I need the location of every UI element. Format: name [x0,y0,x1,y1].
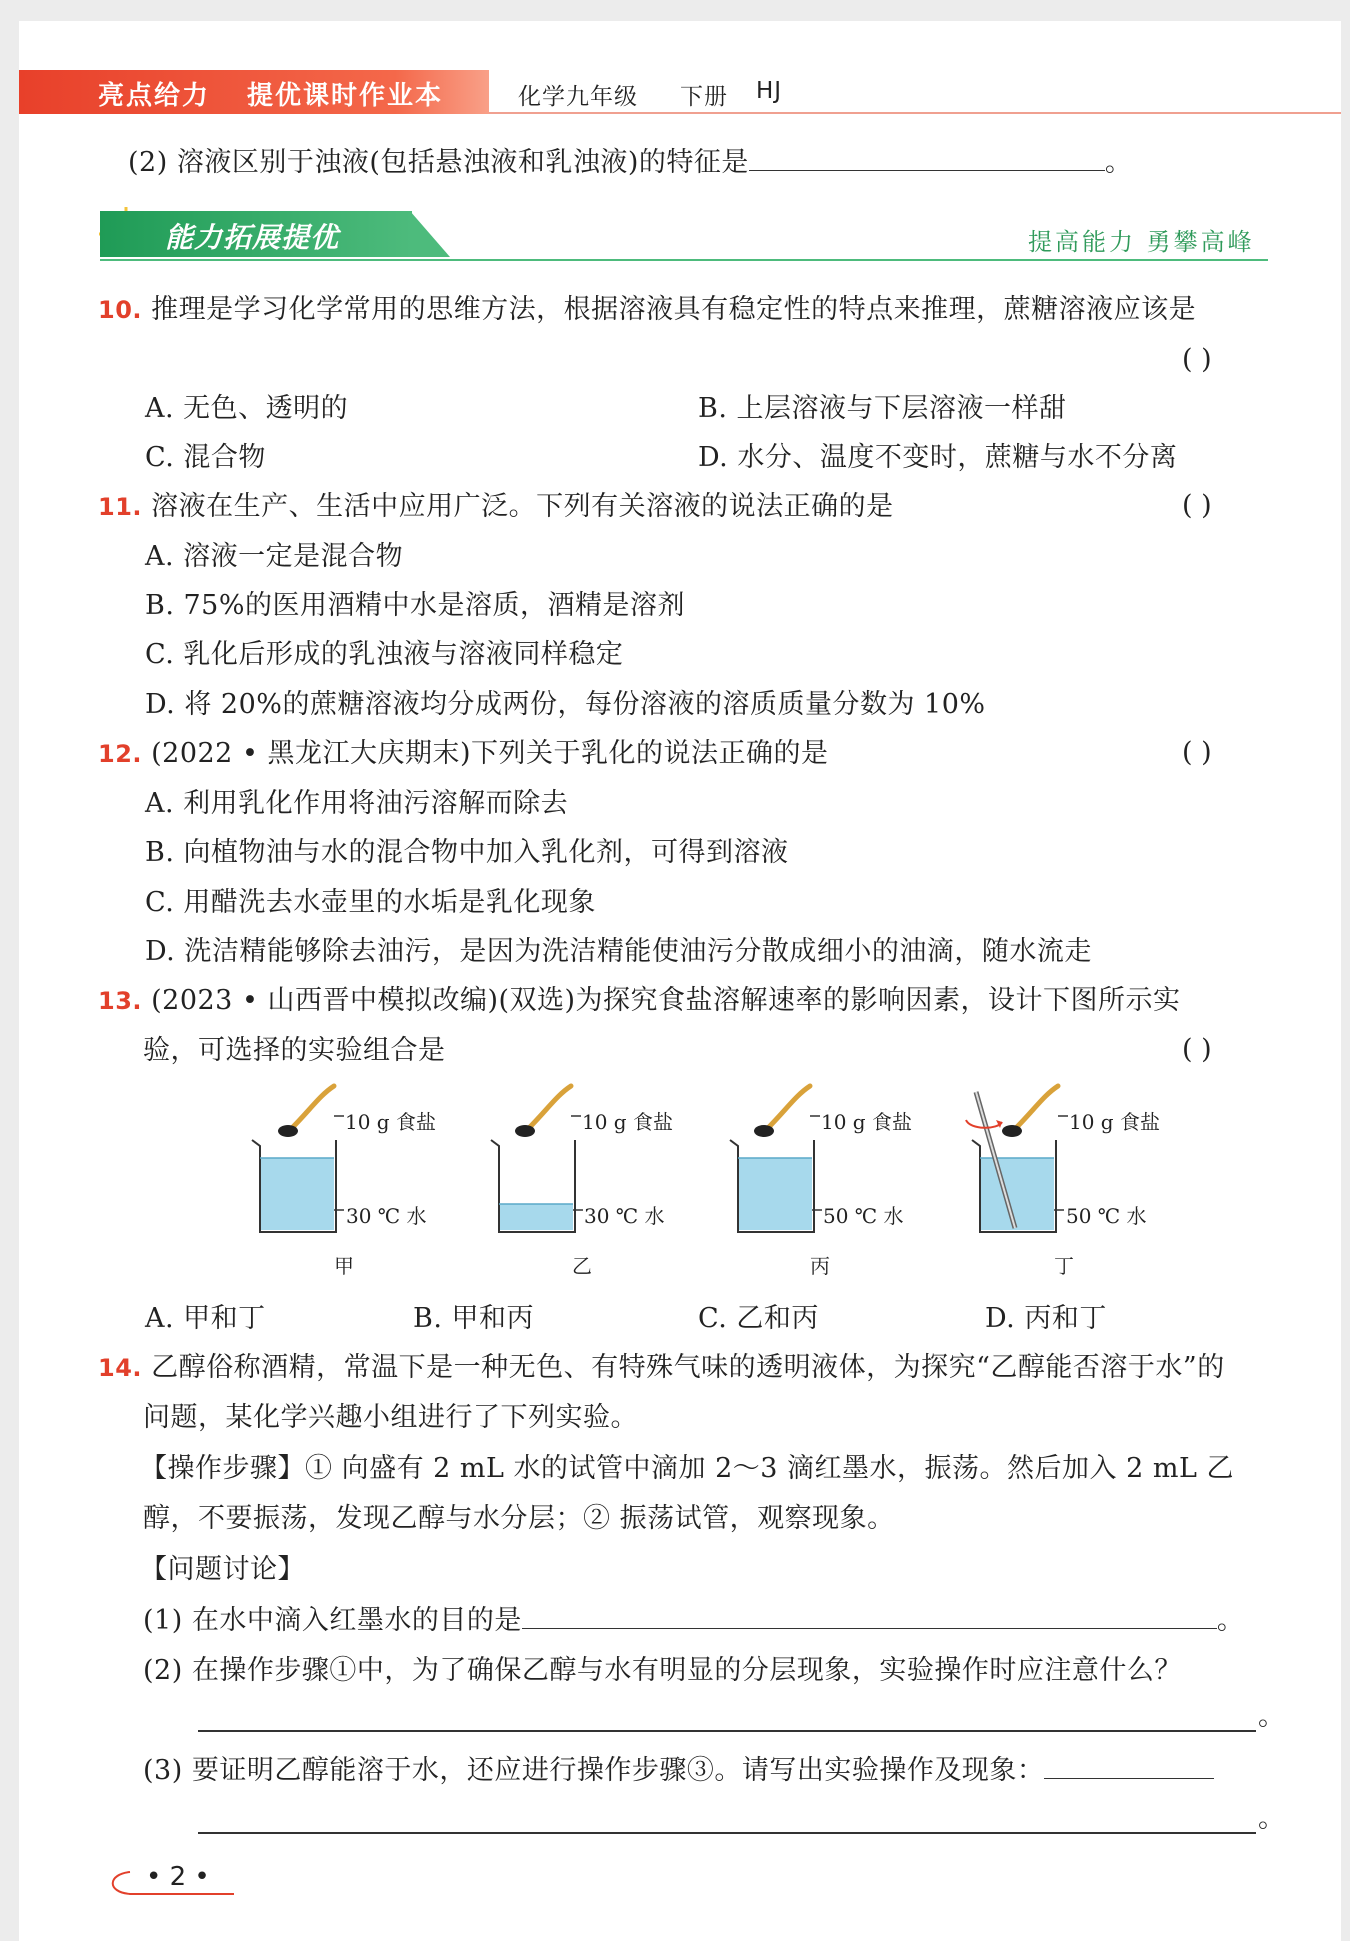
q14-steps-cont: 醇，不要振荡，发现乙醇与水分层；② 振荡试管，观察现象。 [143,1503,895,1534]
beaker-jia-name: 甲 [334,1254,354,1278]
q10-stem: 10. 推理是学习化学常用的思维方法，根据溶液具有稳定性的特点来推理，蔗糖溶液应该是 [98,294,1197,325]
section-banner-tip [410,211,450,257]
beaker-ding-water-label: 50 ℃ 水 [1066,1204,1147,1228]
header-series: 提优课时作业本 [247,81,444,111]
q13-stem: 13. (2023 • 山西晋中模拟改编)(双选)为探究食盐溶解速率的影响因素，设计下图所示实 [98,985,1181,1016]
q11-option-d: D. 将 20%的蔗糖溶液均分成两份，每份溶液的溶质质量分数为 10% [145,689,986,720]
beaker-jia [252,1086,344,1232]
q14-stem-cont: 问题，某化学兴趣小组进行了下列实验。 [143,1402,638,1433]
q12-option-a: A. 利用乳化作用将油污溶解而除去 [145,788,569,819]
q12-answer-paren: ( ) [1182,737,1212,768]
beaker-bing-salt-label: 10 g 食盐 [821,1110,912,1134]
q12-option-d: D. 洗洁精能够除去油污，是因为洗洁精能使油污分散成细小的油滴，随水流走 [145,936,1092,967]
q13-option-d: D. 丙和丁 [985,1303,1107,1334]
q14-steps: 【操作步骤】① 向盛有 2 mL 水的试管中滴加 2～3 滴红墨水，振荡。然后加入 2 mL 乙 [140,1453,1235,1484]
beaker-bing-name: 丙 [810,1254,830,1278]
page-number: • 2 • [146,1862,210,1892]
beaker-ding [966,1086,1068,1232]
q10-option-b: B. 上层溶液与下层溶液一样甜 [698,393,1067,424]
section-slogan: 提高能力 勇攀高峰 [1028,228,1255,256]
section-title: 能力拓展提优 [165,221,340,254]
beaker-ding-name: 丁 [1054,1254,1074,1278]
q13-option-a: A. 甲和丁 [145,1303,266,1334]
q14-part-2-end: 。 [1258,1701,1286,1732]
q11-option-a: A. 溶液一定是混合物 [145,541,404,572]
q11-option-b: B. 75%的医用酒精中水是溶质，酒精是溶剂 [145,590,686,621]
header-subject: 化学九年级 [518,84,638,110]
q14-part-3-answer-line[interactable] [198,1832,1256,1834]
q14-part-2-answer-line[interactable] [198,1730,1256,1732]
q13-option-b: B. 甲和丙 [413,1303,535,1334]
q13-answer-paren: ( ) [1182,1034,1212,1065]
q14-stem: 14. 乙醇俗称酒精，常温下是一种无色、有特殊气味的透明液体，为探究“乙醇能否溶于水”的 [98,1352,1225,1383]
header-edition: HJ [756,78,783,104]
q14-part-1: (1) 在水中滴入红墨水的目的是 。 [143,1605,1245,1636]
q13-option-c: C. 乙和丙 [698,1303,819,1334]
q10-answer-paren: ( ) [1182,344,1212,375]
q14-part-3-end: 。 [1258,1803,1286,1834]
q14-part-3: (3) 要证明乙醇能溶于水，还应进行操作步骤③。请写出实验操作及现象： [143,1754,1214,1788]
beaker-bing-water-label: 50 ℃ 水 [823,1204,904,1228]
section-rule [100,259,1268,261]
beaker-yi-name: 乙 [572,1254,592,1278]
beaker-bing [730,1086,822,1232]
q12-option-b: B. 向植物油与水的混合物中加入乳化剂，可得到溶液 [145,837,789,868]
q11-answer-paren: ( ) [1182,490,1212,521]
q12-stem: 12. (2022 • 黑龙江大庆期末)下列关于乳化的说法正确的是 [98,738,829,769]
q10-option-c: C. 混合物 [145,442,266,473]
beaker-yi [491,1086,583,1232]
q11-option-c: C. 乳化后形成的乳浊液与溶液同样稳定 [145,639,624,670]
header-rule [489,112,1341,114]
q10-option-d: D. 水分、温度不变时，蔗糖与水不分离 [698,442,1178,473]
q10-option-a: A. 无色、透明的 [145,393,349,424]
beaker-jia-water-label: 30 ℃ 水 [346,1204,427,1228]
q11-stem: 11. 溶液在生产、生活中应用广泛。下列有关溶液的说法正确的是 [98,491,894,522]
beaker-jia-salt-label: 10 g 食盐 [345,1110,436,1134]
q12-option-c: C. 用醋洗去水壶里的水垢是乳化现象 [145,887,596,918]
prev-question: (2) 溶液区别于浊液(包括悬浊液和乳浊液)的特征是 。 [128,147,1133,178]
q14-discussion-heading: 【问题讨论】 [140,1554,305,1585]
beaker-ding-salt-label: 10 g 食盐 [1069,1110,1160,1134]
beaker-yi-salt-label: 10 g 食盐 [582,1110,673,1134]
header-brand: 亮点给力 [98,81,211,111]
beaker-yi-water-label: 30 ℃ 水 [584,1204,665,1228]
q14-part-2: (2) 在操作步骤①中，为了确保乙醇与水有明显的分层现象，实验操作时应注意什么？ [143,1655,1182,1686]
header-volume: 下册 [680,84,728,110]
q13-stem-cont: 验，可选择的实验组合是 [143,1035,446,1066]
